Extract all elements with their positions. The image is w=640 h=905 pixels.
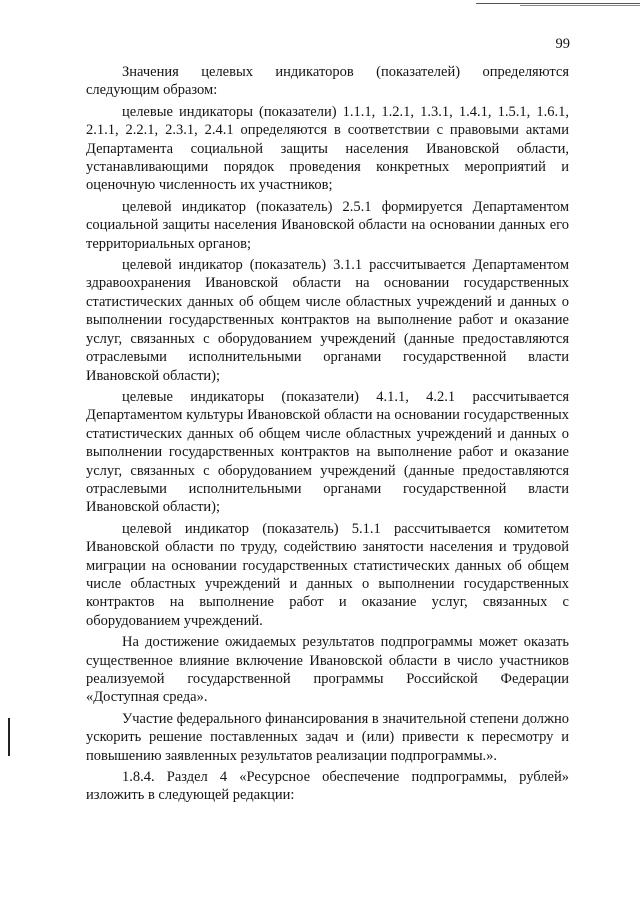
paragraph-results-influence: На достижение ожидаемых результатов подпрограммы может оказать существенное влияние включение Ивановской области в число участников реализуемой государственной программы Российской Федерации «Доступная среда».: [86, 634, 569, 706]
paragraph-indicator-5-1-1: целевой индикатор (показатель) 5.1.1 рассчитывается комитетом Ивановской области по труду, содействию занятости населения и трудовой миграции на основании государственных статистических данных об общем числе областных учреждений и данных о выполнении государственных контрактов на выполнение работ и оказание услуг, связанных с оборудованием учреждений.: [86, 520, 569, 629]
paragraph-indicator-3-1-1: целевой индикатор (показатель) 3.1.1 рассчитывается Департаментом здравоохранения Ивановской области на основании государственных статистических данных об общем числе областных учреждений и данных о выполнении государственных контрактов на выполнение работ и оказание услуг, связанных с оборудованием учреждений (данные предоставляются отраслевыми исполнительными органами государственной власти Ивановской области);: [86, 257, 569, 384]
paragraph-indicators-social: целевые индикаторы (показатели) 1.1.1, 1.2.1, 1.3.1, 1.4.1, 1.5.1, 1.6.1, 2.1.1, 2.2.1, 2.3.1, 2.4.1 определяются в соответствии с правовыми актами Департамента социальной защиты населения Ивановской области, устанавливающими порядок проведения конкретных мероприятий и оценочную численность их участников;: [86, 103, 569, 194]
paragraph-federal-funding: Участие федерального финансирования в значительной степени должно ускорить решение поставленных задач и (или) привести к пересмотру и повышению заявленных результатов реализации подпрограммы.».: [86, 710, 570, 764]
top-edge-rule: [476, 3, 640, 4]
paragraph-indicators-4-x: целевые индикаторы (показатели) 4.1.1, 4.2.1 рассчитывается Департаментом культуры Ивановской области на основании государственных статистических данных об общем числе областных учреждений и данных о выполнении государственных контрактов на выполнение работ и оказание услуг, связанных с оборудованием учреждений (данные предоставляются отраслевыми исполнительными органами государственной власти Ивановской области);: [86, 388, 569, 516]
paragraph-indicator-2-5-1: целевой индикатор (показатель) 2.5.1 формируется Департаментом социальной защиты населения Ивановской области на основании данных его территориальных органов;: [86, 198, 569, 252]
page-number: 99: [555, 36, 570, 52]
document-body: [86, 63, 569, 808]
paragraph-section-1-8-4: 1.8.4. Раздел 4 «Ресурсное обеспечение подпрограммы, рублей» изложить в следующей редакции:: [86, 769, 569, 804]
top-edge-rule-secondary: [520, 5, 640, 6]
margin-mark: [8, 718, 10, 756]
paragraph-intro: Значения целевых индикаторов (показателей) определяются следующим образом:: [86, 64, 569, 99]
